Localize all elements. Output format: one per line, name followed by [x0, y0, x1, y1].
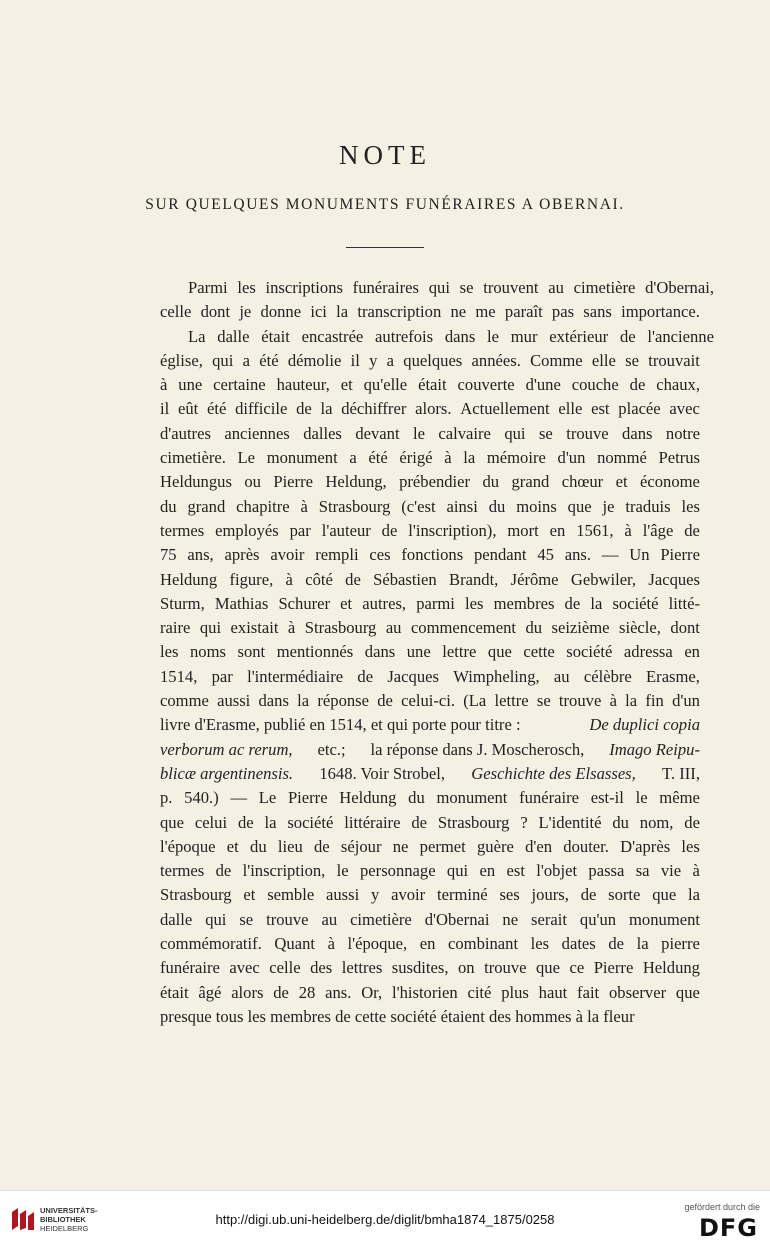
footer-divider: [0, 1190, 770, 1191]
dfg-logo: DFG: [698, 1214, 758, 1242]
text-line: Parmi les inscriptions funéraires qui se trouvent au cimetière d'Obernai,: [188, 278, 714, 297]
text-line: l'époque et du lieu de séjour ne permet guère d'en douter. D'après les: [160, 836, 700, 856]
text-line: cimetière. Le monument a été érigé à la mémoire d'un nommé Petrus: [160, 448, 700, 468]
text-line: d'autres anciennes dalles devant le calvaire qui se trouve dans notre: [160, 423, 700, 443]
text-line: 75 ans, après avoir rempli ces fonctions pendant 45 ans. — Un Pierre: [160, 545, 700, 565]
text-line: les noms sont mentionnés dans une lettre que cette société adressa en: [160, 642, 700, 662]
text-line: dalle qui se trouve au cimetière d'Obernai ne serait qu'un monument: [160, 909, 700, 929]
funding-label: gefördert durch die: [684, 1202, 760, 1212]
library-name: UNIVERSITÄTS- BIBLIOTHEK HEIDELBERG: [40, 1206, 98, 1233]
book-title-italic: Geschichte des Elsasses,: [471, 763, 636, 783]
text-line: livre d'Erasme, publié en 1514, et qui porte pour titre : De duplici copia: [160, 713, 700, 737]
text-line: église, qui a été démolie il y a quelques années. Comme elle se trouvait: [160, 350, 700, 370]
body-text: [160, 276, 714, 1029]
text-line: raire qui existait à Strasbourg au commencement du seizième siècle, dont: [160, 618, 700, 638]
book-title-italic: De duplici copia: [589, 715, 700, 735]
page-subtitle: SUR QUELQUES MONUMENTS FUNÉRAIRES A OBERNAI.: [145, 196, 625, 213]
viewer-footer: [0, 1190, 770, 1248]
page-title: NOTE: [339, 140, 431, 170]
book-title-italic: blicæ argentinensis.: [160, 763, 294, 783]
text-line: du grand chapitre à Strasbourg (c'est ainsi du moins que je traduis les: [160, 496, 700, 516]
text-line: blicæ argentinensis. 1648. Voir Strobel, Geschichte des Elsasses, T. III,: [160, 762, 700, 786]
title-divider: [346, 247, 424, 248]
text-line: verborum ac rerum, etc.; la réponse dans J. Moscherosch, Imago Reipu-: [160, 738, 700, 762]
text-line: Strasbourg et semble aussi y avoir terminé ses jours, de sorte que la: [160, 885, 700, 905]
text-line: p. 540.) — Le Pierre Heldung du monument funéraire est-il le même: [160, 788, 700, 808]
permalink-url[interactable]: http://digi.ub.uni-heidelberg.de/diglit/bmha1874_1875/0258: [215, 1212, 555, 1227]
text-line: La dalle était encastrée autrefois dans le mur extérieur de l'ancienne: [188, 326, 714, 346]
book-title-italic: verborum ac rerum,: [160, 739, 293, 759]
text-line: Sturm, Mathias Schurer et autres, parmi les membres de la société litté-: [160, 593, 700, 613]
text-line: était âgé alors de 28 ans. Or, l'historien cité plus haut fait observer que: [160, 982, 700, 1002]
book-title-italic: Imago Reipu-: [609, 739, 700, 759]
text-line: à une certaine hauteur, et qu'elle était couverte d'une couche de chaux,: [160, 375, 700, 395]
text-line: il eût été difficile de la déchiffrer alors. Actuellement elle est placée avec: [160, 399, 700, 419]
text-line: termes employés par l'auteur de l'inscription), mort en 1561, à l'âge de: [160, 520, 700, 540]
text-line: que celui de la société littéraire de Strasbourg ? L'identité du nom, de: [160, 812, 700, 832]
text-line: funéraire avec celle des lettres susdites, on trouve que ce Pierre Heldung: [160, 958, 700, 978]
text-line: Heldungus ou Pierre Heldung, prébendier du grand chœur et économe: [160, 472, 700, 492]
text-line: presque tous les membres de cette société étaient des hommes à la fleur: [160, 1006, 635, 1026]
text-line: 1514, par l'intermédiaire de Jacques Wimpheling, au célèbre Erasme,: [160, 666, 700, 686]
text-line: commémoratif. Quant à l'époque, en combinant les dates de la pierre: [160, 934, 700, 954]
text-line: Heldung figure, à côté de Sébastien Brandt, Jérôme Gebwiler, Jacques: [160, 569, 700, 589]
text-line: comme aussi dans la réponse de celui-ci. (La lettre se trouve à la fin d'un: [160, 691, 700, 711]
text-line: celle dont je donne ici la transcription ne me paraît pas sans importance.: [160, 302, 700, 322]
text-line: termes de l'inscription, le personnage qui en est l'objet passa sa vie à: [160, 861, 700, 881]
